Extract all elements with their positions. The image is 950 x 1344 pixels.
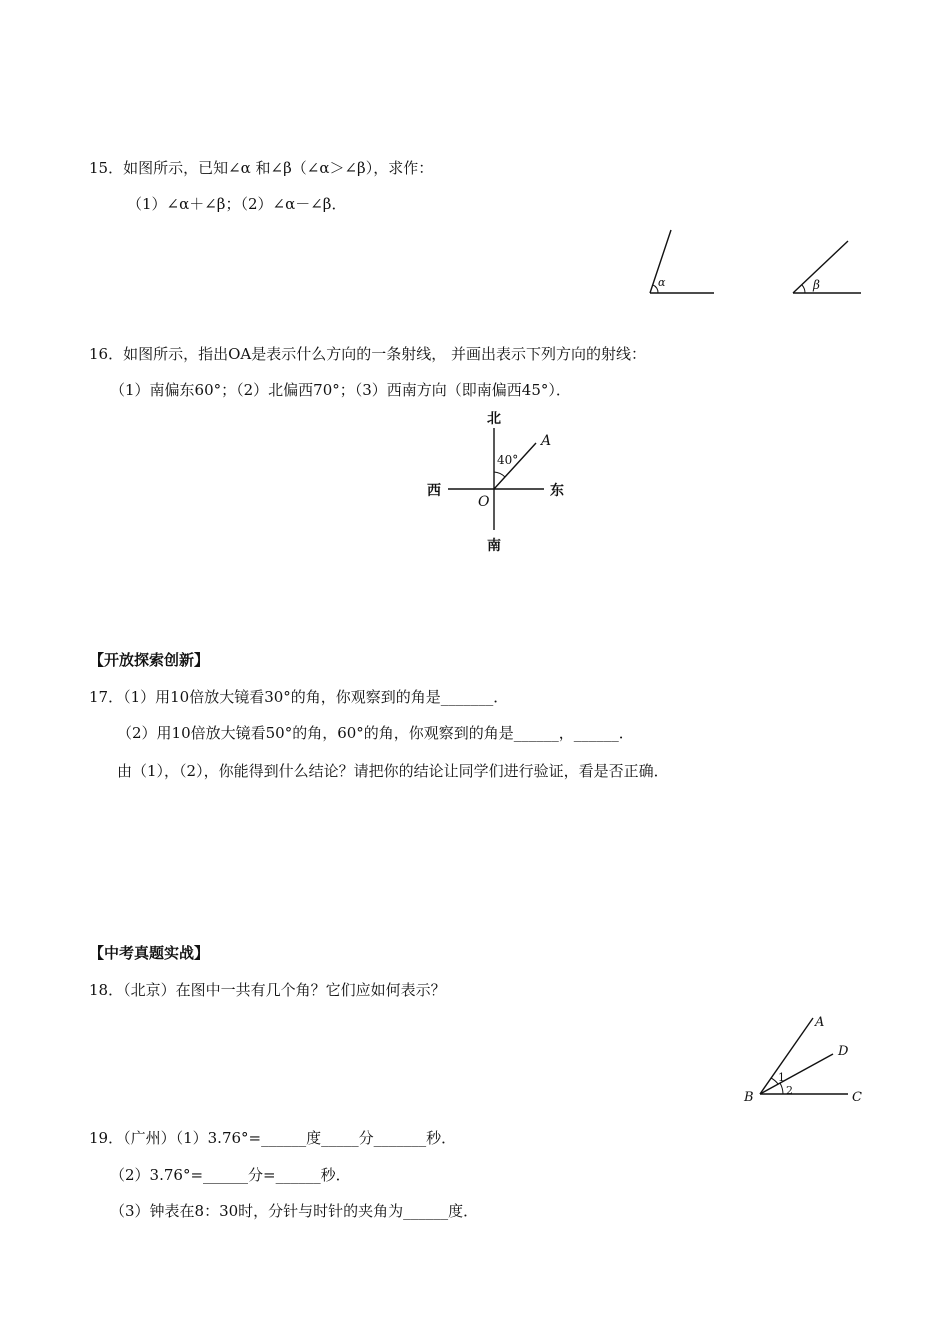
q19-line2: （2）3.76°=______分=______秒． [110,1166,351,1184]
beta-arc [802,285,805,293]
beta-label: β [813,278,820,292]
q19-line3: （3）钟表在8：30时，分针与时针的夹角为______度． [110,1202,479,1220]
q18-stem: 18．（北京）在图中一共有几个角？它们应如何表示？ [89,981,446,999]
section-open-heading: 【开放探索创新】 [89,651,210,669]
angle-1-label: 1 [778,1071,785,1084]
angle-2-arc [780,1083,783,1094]
south-label: 南 [487,538,501,554]
east-label: 东 [550,483,564,499]
q15-tasks: （1）∠α＋∠β；（2）∠α－∠β． [127,195,347,213]
ray-bd [760,1054,833,1094]
q15-stem: 15．如图所示，已知∠α 和∠β（∠α＞∠β），求作： [89,159,434,177]
angle-beta-figure [785,235,870,300]
angle-arc [494,472,505,477]
alpha-label: α [658,276,666,289]
angle-2-label: 2 [786,1084,793,1097]
q16-tasks: （1）南偏东60°；（2）北偏西70°；（3）西南方向（即南偏西45°）． [110,381,571,399]
angle-abc-figure [738,1010,878,1110]
point-c-label: C [852,1090,862,1105]
angle-1-arc [771,1078,778,1084]
point-d-label: D [838,1044,849,1059]
q16-stem: 16．如图所示，指出OA是表示什么方向的一条射线， 并画出表示下列方向的射线： [89,345,646,363]
q17-line1: 17．（1）用10倍放大镜看30°的角，你观察到的角是_______． [89,688,509,706]
origin-label: O [478,494,490,510]
section-exam-heading: 【中考真题实战】 [89,944,210,962]
q17-line3: 由（1），（2），你能得到什么结论？请把你的结论让同学们进行验证，看是否正确． [117,762,669,780]
q17-line2: （2）用10倍放大镜看50°的角，60°的角，你观察到的角是______，______． [117,724,634,742]
west-label: 西 [427,483,441,499]
ray-ba [760,1018,813,1094]
angle-alpha-figure [640,225,720,300]
point-b-label: B [744,1090,754,1105]
compass-figure [420,408,580,558]
ray-label: A [541,433,552,449]
q19-line1: 19．（广州）（1）3.76°=______度_____分_______秒． [89,1129,457,1147]
beta-arm [793,241,848,293]
north-label: 北 [487,411,501,427]
point-a-label: A [815,1015,825,1030]
angle-label: 40° [497,453,519,467]
